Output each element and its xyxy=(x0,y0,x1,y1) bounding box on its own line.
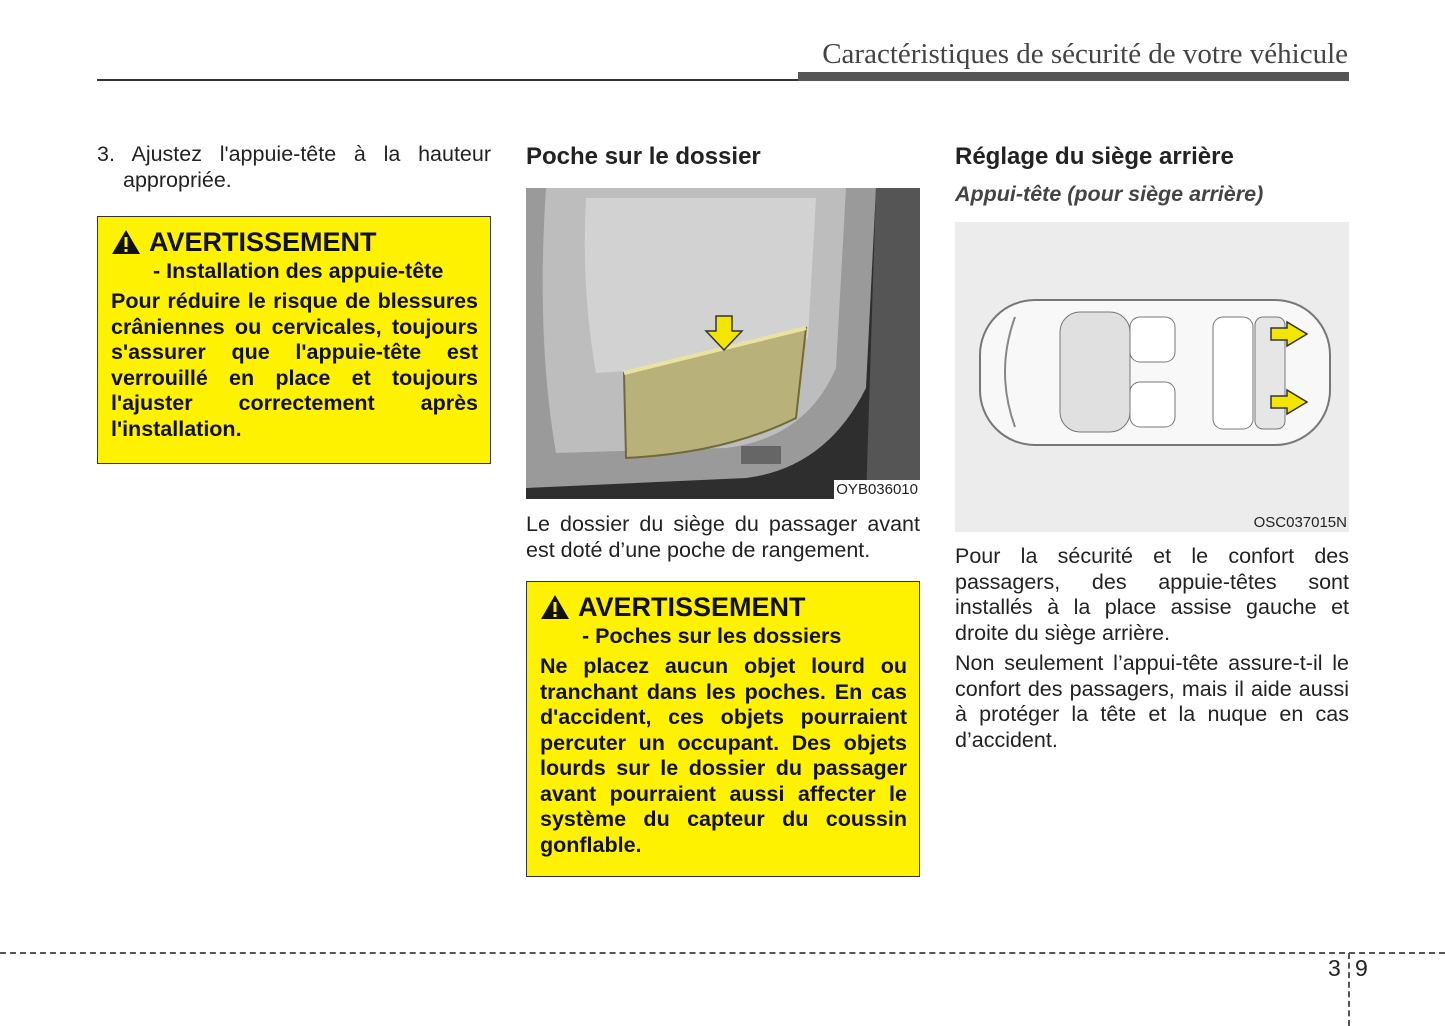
header-bar xyxy=(798,72,1349,81)
warning-body: Ne placez aucun objet lourd ou tranchant dans les poches. En cas d'accident, ces objets pourraient percuter un occupant. Des objets lourds sur le dossier du passager avant pourraient aussi affecter le système du capteur du coussin gonflable. xyxy=(540,654,907,857)
footer-dashed-rule xyxy=(0,952,1445,954)
warning-triangle-icon xyxy=(540,594,570,620)
column-3 xyxy=(955,140,1349,753)
header-title: Caractéristiques de sécurité de votre véhicule xyxy=(822,38,1348,70)
warning-subtitle: - Poches sur les dossiers xyxy=(582,624,842,648)
rear-headrest-paragraph-2: Non seulement l’appui-tête assure-t-il le confort des passagers, mais il aide aussi à protéger la tête et la nuque en cas d’accident. xyxy=(955,651,1349,752)
footer-page-divider xyxy=(1348,953,1350,1026)
column-2 xyxy=(526,140,920,877)
seatback-pocket-figure xyxy=(526,188,920,499)
page-number: 9 xyxy=(1355,955,1368,981)
warning-subtitle: - Installation des appuie-tête xyxy=(153,259,444,283)
page-chapter: 3 xyxy=(1328,955,1341,981)
header-rule xyxy=(97,79,817,81)
warning-triangle-icon xyxy=(111,229,141,255)
warning-body: Pour réduire le risque de blessures crâniennes ou cervicales, toujours s'assurer que l'appuie-tête est verrouillé en place et toujours l'ajuster correctement après l'installation. xyxy=(111,289,478,441)
rear-headrest-figure xyxy=(955,222,1349,532)
warning-box-pockets xyxy=(526,581,920,877)
car-top-view-illustration xyxy=(955,222,1349,532)
section-heading-rear-seat: Réglage du siège arrière xyxy=(955,143,1234,170)
warning-title: AVERTISSEMENT xyxy=(149,227,377,257)
figure-code: OYB036010 xyxy=(836,481,918,498)
figure-code: OSC037015N xyxy=(1253,514,1347,531)
step-3: 3. Ajustez l'appuie-tête à la hauteur appropriée. xyxy=(97,142,491,192)
warning-box-headrest xyxy=(97,216,491,464)
warning-title: AVERTISSEMENT xyxy=(578,592,806,622)
rear-headrest-paragraph-1: Pour la sécurité et le confort des passagers, des appuie-têtes sont installés à la place assise gauche et droite du siège arrière. xyxy=(955,544,1349,645)
seatback-illustration xyxy=(526,188,920,499)
section-heading-pocket: Poche sur le dossier xyxy=(526,143,761,170)
pocket-description: Le dossier du siège du passager avant est doté d’une poche de rangement. xyxy=(526,512,920,562)
subheading-headrest: Appui-tête (pour siège arrière) xyxy=(955,182,1264,206)
column-1 xyxy=(97,140,491,464)
